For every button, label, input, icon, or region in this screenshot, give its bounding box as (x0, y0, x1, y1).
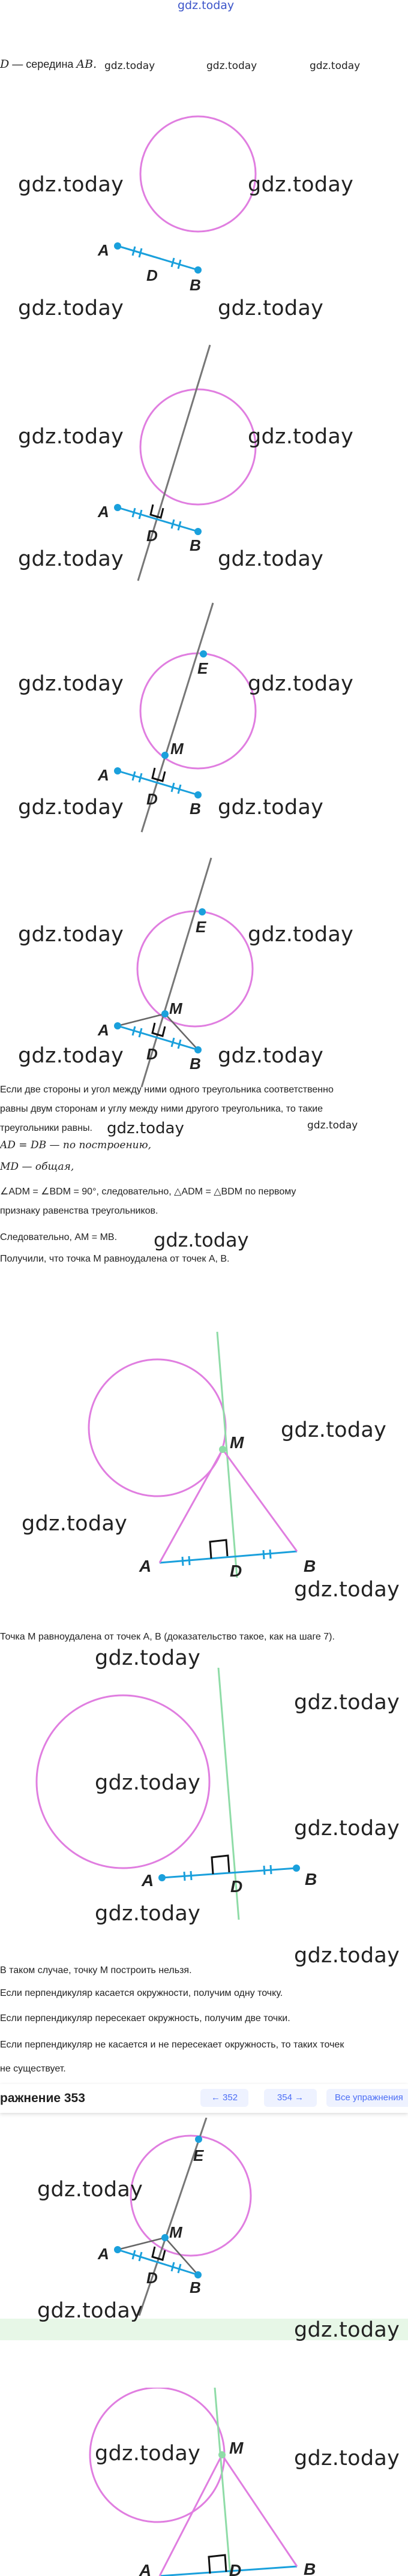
point-e (199, 908, 206, 915)
segment-ab (160, 2566, 297, 2576)
label-m: M (169, 2223, 182, 2241)
watermark: gdz.today (37, 2178, 143, 2202)
label-b: B (190, 800, 201, 818)
label-a: A (142, 1871, 154, 1890)
segment-ab (160, 1551, 297, 1563)
perpendicular-line (215, 2388, 230, 2576)
label-d: D (146, 1045, 158, 1063)
watermark: gdz.today (310, 60, 361, 72)
figure-8 (0, 2388, 408, 2576)
label-a: A (98, 766, 109, 784)
label-b: B (190, 1055, 201, 1073)
watermark: gdz.today (294, 2446, 400, 2470)
label-e: E (196, 918, 206, 936)
point-e (195, 2136, 202, 2143)
point-m (219, 1446, 226, 1453)
point-m (161, 1010, 169, 1017)
watermark: gdz.today (22, 1512, 128, 1536)
label-d: D (230, 1877, 243, 1896)
text-p9: Получили, что точка M равноудалена от точек A, B. (0, 1254, 230, 1264)
segment-am (160, 1449, 223, 1563)
point-a (158, 1874, 166, 1881)
label-e: E (193, 2146, 204, 2164)
point-m (161, 752, 169, 759)
right-angle-mark (210, 1540, 227, 1559)
text-p1: Если две стороны и угол между ними одного треугольника соответственно (0, 1085, 334, 1095)
label-b: B (304, 1557, 316, 1575)
exercise-title: ражнение 353 (0, 2091, 85, 2105)
watermark: gdz.today (218, 296, 324, 320)
label-b: B (305, 1870, 317, 1889)
watermark: gdz.today (248, 425, 354, 449)
watermark: gdz.today (248, 923, 354, 947)
segment-mb (222, 2455, 297, 2566)
label-a: A (98, 2245, 109, 2263)
watermark: gdz.today (107, 1119, 184, 1137)
text-p2: равны двум сторонам и углу между ними другого треугольника, то такие (0, 1104, 323, 1114)
point-a (114, 1022, 121, 1029)
right-angle-mark (212, 1856, 229, 1874)
label-a: A (98, 503, 109, 521)
label-d: D (230, 1562, 242, 1578)
circle (89, 1359, 226, 1496)
watermark: gdz.today (95, 2442, 201, 2466)
watermark: gdz.today (18, 672, 124, 696)
watermark: gdz.today (18, 923, 124, 947)
point-b (194, 791, 202, 798)
watermark: gdz.today (18, 795, 124, 819)
point-a (114, 767, 121, 774)
segment-ab (118, 771, 198, 795)
all-exercises-button[interactable]: Все упражнения (326, 2089, 408, 2107)
text-p7: признаку равенства треугольников. (0, 1206, 158, 1216)
label-b: B (190, 276, 201, 294)
point-a (114, 2246, 121, 2253)
watermark: gdz.today (218, 547, 324, 571)
point-a (114, 242, 121, 250)
text-p10: Точка M равноудалена от точек A, B (доказательство такое, как на шаге 7). (0, 1632, 335, 1642)
watermark: gdz.today (281, 1418, 387, 1442)
point-m (161, 2234, 169, 2241)
label-d: D (229, 2561, 242, 2576)
label-d: D (146, 2269, 158, 2287)
text-p12: Если перпендикуляр касается окружности, получим одну точку. (0, 1988, 283, 1998)
label-e: E (197, 659, 208, 677)
point-b (293, 1865, 300, 1872)
label-b: B (304, 2560, 316, 2576)
label-a: A (98, 241, 109, 259)
text-p13: Если перпендикуляр пересекает окружность, получим две точки. (0, 2013, 290, 2023)
watermark: gdz.today (154, 1229, 249, 1251)
circle (140, 116, 256, 232)
text-p5: MD — общая, (0, 1161, 74, 1173)
point-b (194, 1046, 202, 1053)
circle (137, 911, 253, 1026)
watermark: gdz.today (294, 1578, 400, 1602)
text-p3: треугольники равны. (0, 1123, 92, 1133)
segment-ab (118, 246, 198, 270)
label-m: M (170, 740, 184, 758)
point-m (218, 2451, 226, 2458)
intro-math-ab: AB. (76, 58, 97, 71)
circle (131, 2136, 251, 2256)
label-m: M (230, 1433, 244, 1452)
point-b (194, 2271, 202, 2278)
label-d: D (146, 790, 158, 808)
text-p14: Если перпендикуляр не касается и не пересекает окружность, то таких точек (0, 2040, 344, 2050)
point-b (194, 528, 202, 535)
watermark: gdz.today (218, 1044, 324, 1068)
next-exercise-button[interactable]: 354 → (264, 2089, 317, 2107)
watermark: gdz.today (294, 1817, 400, 1841)
watermark: gdz.today (294, 1691, 400, 1715)
point-e (200, 650, 207, 657)
label-a: A (139, 2561, 152, 2576)
label-d: D (146, 266, 158, 284)
site-link[interactable]: gdz.today (178, 0, 235, 12)
text-p6: ∠ADM = ∠BDM = 90°, следовательно, △ADM = △BDM по первому (0, 1187, 296, 1197)
segment-am (118, 2238, 165, 2250)
watermark: gdz.today (248, 173, 354, 197)
watermark: gdz.today (206, 60, 257, 72)
label-m: M (169, 999, 182, 1017)
watermark: gdz.today (294, 2318, 400, 2342)
watermark: gdz.today (95, 1771, 201, 1795)
segment-am (160, 2455, 222, 2576)
segment-ab (118, 508, 198, 532)
watermark: gdz.today (95, 1902, 201, 1926)
label-m: M (229, 2439, 244, 2457)
label-a: A (139, 1557, 152, 1575)
watermark: gdz.today (18, 547, 124, 571)
text-p8: Следовательно, AM = MB. (0, 1232, 118, 1242)
watermark: gdz.today (37, 2299, 143, 2323)
text-p11: В таком случае, точку M построить нельзя. (0, 1965, 192, 1975)
intro-math-d: D (0, 58, 10, 71)
watermark: gdz.today (18, 1044, 124, 1068)
watermark: gdz.today (104, 60, 155, 72)
watermark: gdz.today (294, 1944, 400, 1968)
watermark: gdz.today (307, 1119, 358, 1131)
watermark: gdz.today (95, 1646, 201, 1670)
label-d: D (146, 527, 158, 545)
circle (140, 389, 256, 505)
figure-1-segment (0, 228, 408, 294)
watermark: gdz.today (218, 795, 324, 819)
watermark: gdz.today (18, 425, 124, 449)
label-b: B (190, 2278, 201, 2296)
watermark: gdz.today (18, 173, 124, 197)
watermark: gdz.today (18, 296, 124, 320)
figure-7 (0, 2118, 408, 2316)
prev-exercise-button[interactable]: ← 352 (200, 2089, 248, 2107)
intro-line (0, 59, 97, 70)
point-a (114, 504, 121, 511)
figure-5 (0, 1326, 408, 1578)
point-b (194, 266, 202, 274)
watermark: gdz.today (248, 672, 354, 696)
label-b: B (190, 536, 201, 554)
label-a: A (98, 1021, 109, 1039)
text-p15: не существует. (0, 2064, 66, 2074)
exercise-nav-bar (0, 2084, 408, 2113)
segment-ab (118, 1026, 198, 1050)
text-p4: AD = DB — по построению, (0, 1139, 151, 1151)
intro-text: — середина (12, 58, 74, 70)
segment-am (118, 1014, 165, 1026)
